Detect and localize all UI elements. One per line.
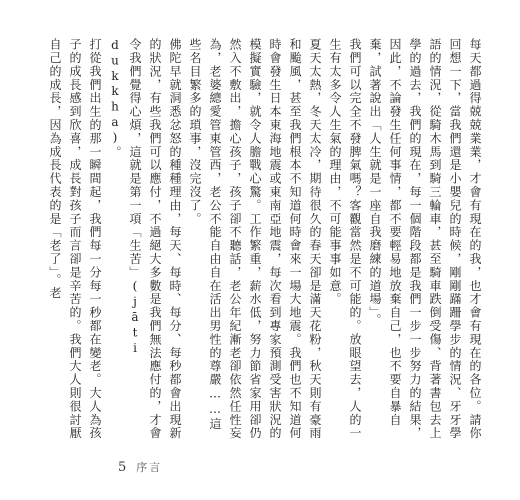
running-head: 序言 <box>136 461 163 474</box>
paragraph: 我們可以完全不發脾氣嗎？客觀當然是不可能的。放眼望去，人的一生有太多令人生氣的理由，不可能事事如意。 <box>328 38 362 440</box>
paragraph: 打從我們出生的那一瞬間起，我們每一分每一秒都在變老。大人為孩子的成長感到欣喜，成長對孩子而言卻是辛苦的。我們大人則很討厭自己的成長，因為成長代表的是「老了」。老 <box>48 38 102 440</box>
folio <box>118 459 162 475</box>
body-text <box>48 38 485 443</box>
paragraph: 夏天太熱，冬天太冷，期待很久的春天卻是滿天花粉，秋天則有豪雨和颱風，甚至我們根本不知道何時會來一場大地震。我們也不知道何時會發生日本東海地震或東南亞地震，每次看到專家預測受害狀況的模擬實驗，就令人膽戰心驚。工作繁重，薪水低，努力節省家用卻仍然入不敷出，擔心孩子，孩子卻不聽話，老公年紀漸老卻依然任性妄為，老婆總愛管東管西，老公不能自由自在活出男性的尊嚴……這些名目繁多的瑣事，沒完沒了。 <box>188 38 322 440</box>
page-number: 5 <box>118 460 127 475</box>
paragraph: 每天都過得兢兢業業，才會有現在的我，也才會有現在的各位。請你回想一下，當我們還是小嬰兒的時候，剛剛蹣跚學步的情況、牙牙學語的情況，從騎木馬到騎三輪車，甚至騎車跌倒受傷、背著書包去上學的過去，我們的現在，每一個階段都是我們一步一步努力的結果，因此，不論發生任何事情，都不要輕易地放棄自己，也不要自暴自棄，試著說出「人生就是一座自我磨練的道場」。 <box>368 38 482 440</box>
paragraph: 佛陀早就洞悉忿怒的種種理由，每天、每時、每分、每秒都會出現新的狀況，有些我們可以應付，不過絕大多數是我們無法應付的，才會令我們覺得心煩，這就是第一項「生苦」(jāti dukkha)。 <box>108 38 182 440</box>
